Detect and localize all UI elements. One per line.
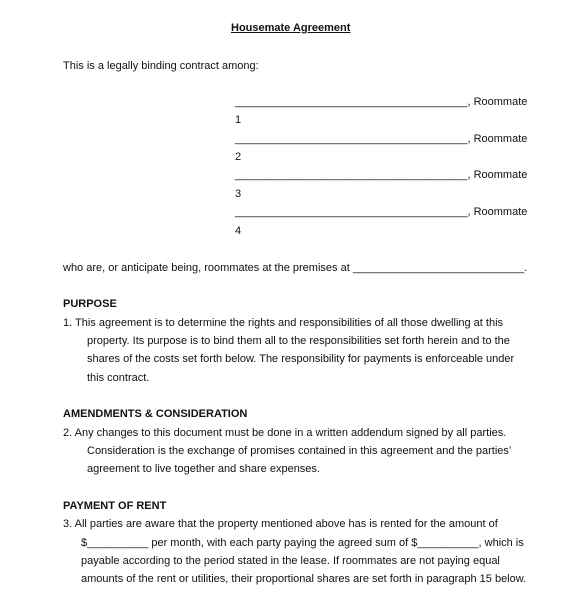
purpose-line: shares of the costs set forth below. The responsibility for payments is enforceable under (87, 353, 515, 365)
roommate-number-3: 3 (235, 188, 242, 200)
roommate-line-2: ______________________________________, Roommate (235, 133, 528, 145)
purpose-line: property. Its purpose is to bind them all to the responsibilities set forth herein and to the (87, 335, 510, 347)
payment-line: 3. All parties are aware that the property mentioned above has is rented for the amount of (63, 518, 498, 530)
document-title: Housemate Agreement (231, 22, 351, 34)
premises-text: who are, or anticipate being, roommates at the premises at ____________________________. (63, 262, 528, 274)
payment-line: amounts of the rent or utilities, their proportional shares are set forth in paragraph 15 below. (81, 573, 527, 585)
section-heading-amendments: AMENDMENTS & CONSIDERATION (63, 408, 248, 420)
purpose-line: this contract. (87, 372, 150, 384)
payment-line: payable according to the period stated in the lease. If roommates are not paying equal (81, 555, 500, 567)
section-heading-payment: PAYMENT OF RENT (63, 500, 167, 512)
roommate-number-2: 2 (235, 151, 242, 163)
section-heading-purpose: PURPOSE (63, 298, 117, 310)
amendments-line: agreement to live together and share expenses. (87, 463, 320, 475)
intro-text: This is a legally binding contract among: (63, 60, 259, 72)
roommate-line-4: ______________________________________, Roommate (235, 206, 528, 218)
roommate-number-1: 1 (235, 114, 242, 126)
roommate-number-4: 4 (235, 225, 242, 237)
roommate-line-1: ______________________________________, Roommate (235, 96, 528, 108)
amendments-line: 2. Any changes to this document must be done in a written addendum signed by all parties. (63, 427, 507, 439)
roommate-line-3: ______________________________________, Roommate (235, 169, 528, 181)
purpose-line: 1. This agreement is to determine the rights and responsibilities of all those dwelling at this (63, 317, 504, 329)
payment-line: $__________ per month, with each party paying the agreed sum of $__________, which is (81, 537, 524, 549)
amendments-line: Consideration is the exchange of promises contained in this agreement and the parties’ (87, 445, 512, 457)
